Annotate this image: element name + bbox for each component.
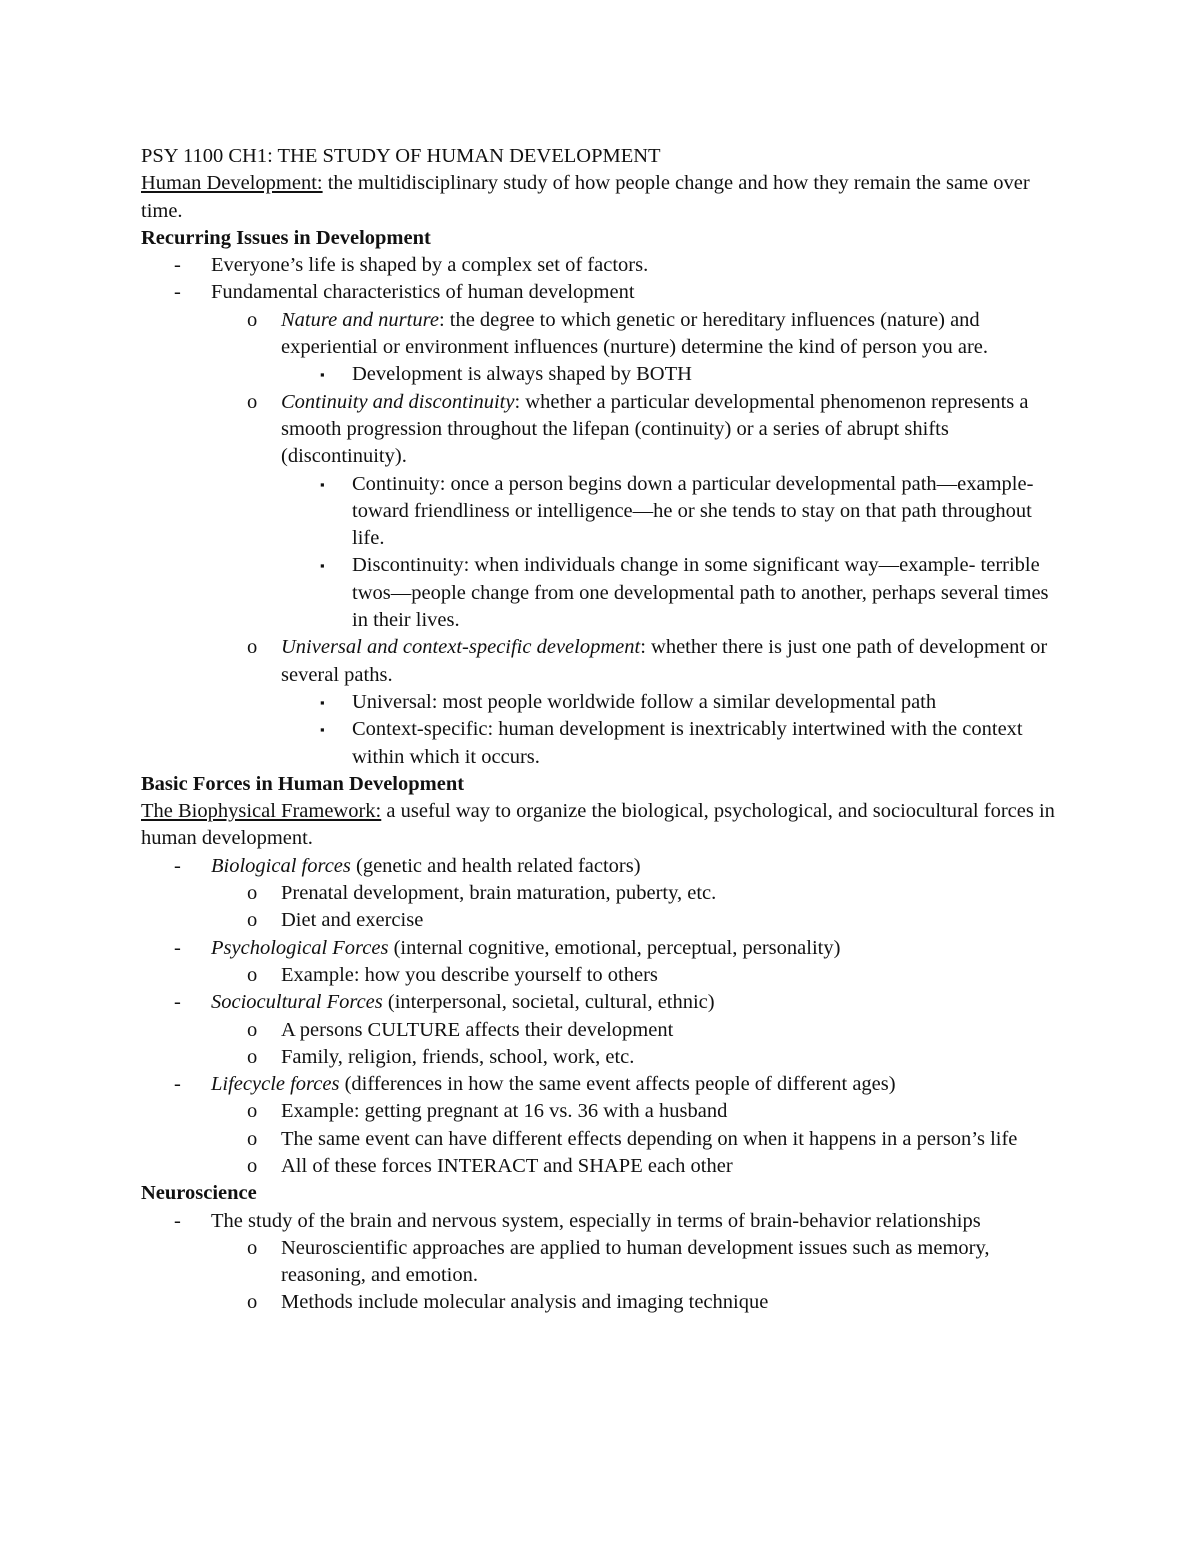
list-item-text: Context-specific: human development is inextricably intertwined with the context within which it occurs. <box>352 718 1023 768</box>
intro-term: Human Development: <box>141 172 323 195</box>
list-item-level-2 <box>141 1289 1061 1316</box>
list-item-level-3 <box>141 689 1061 716</box>
section-intro-text: a useful way to organize the biological, psychological, and sociocultural forces in human development. <box>141 800 1055 850</box>
list-item-text: : whether there is just one path of development or several paths. <box>281 636 1048 686</box>
bullet-marker: o <box>247 308 258 331</box>
list-item-text: : whether a particular developmental phenomenon represents a smooth progression throughout the lifepan (continuity) or a series of abrupt shifts (discontinuity). <box>281 390 1029 468</box>
list-item-level-3 <box>141 552 1061 634</box>
bullet-marker: - <box>174 254 181 277</box>
document-title: PSY 1100 CH1: THE STUDY OF HUMAN DEVELOPMENT <box>141 145 661 167</box>
list-item-text: Fundamental characteristics of human development <box>211 281 635 304</box>
bullet-marker: o <box>247 1045 258 1068</box>
section-heading: Recurring Issues in Development <box>141 226 431 249</box>
list-item-level-2 <box>141 1098 1061 1125</box>
list-item-text: All of these forces INTERACT and SHAPE each other <box>281 1154 733 1177</box>
list-item-text: Neuroscientific approaches are applied to human development issues such as memory, reasoning, and emotion. <box>281 1236 990 1287</box>
list-item-text: Everyone’s life is shaped by a complex set of factors. <box>211 254 649 277</box>
bullet-marker: o <box>247 1100 258 1123</box>
list-item-level-2 <box>141 907 1061 934</box>
bullet-marker: o <box>247 1291 258 1314</box>
list-item-level-2 <box>141 1153 1061 1180</box>
list-item-term: Nature and nurture <box>281 308 439 331</box>
list-item-text: (internal cognitive, emotional, perceptual, personality) <box>388 936 841 959</box>
bullet-marker: - <box>174 1209 181 1232</box>
list-item-text: Example: getting pregnant at 16 vs. 36 with a husband <box>281 1100 728 1123</box>
list-item-level-2 <box>141 389 1061 471</box>
bullet-marker: ▪ <box>320 694 325 710</box>
bullet-marker: o <box>247 1018 258 1041</box>
bullet-marker: - <box>174 936 181 959</box>
bullet-marker: - <box>174 991 181 1014</box>
list-item-term: Psychological Forces <box>211 936 389 959</box>
list-item-level-1 <box>141 252 1061 279</box>
bullet-marker: o <box>247 882 258 905</box>
list-item-level-2 <box>141 880 1061 907</box>
list-item-text: Example: how you describe yourself to others <box>281 963 658 986</box>
list-item-level-2 <box>141 1044 1061 1071</box>
bullet-marker: o <box>247 1236 258 1259</box>
bullet-marker: - <box>174 854 181 877</box>
list-item-level-1 <box>141 853 1061 880</box>
list-item-text: Continuity: once a person begins down a particular developmental path—example- toward friendliness or intelligence—he or she tends to stay on that path throughout life. <box>352 472 1034 550</box>
list-item-text: Family, religion, friends, school, work, etc. <box>281 1045 635 1068</box>
list-item-text: The study of the brain and nervous system, especially in terms of brain-behavior relationships <box>211 1209 981 1232</box>
list-item-text: A persons CULTURE affects their development <box>281 1018 674 1041</box>
list-item-text: (interpersonal, societal, cultural, ethnic) <box>382 991 715 1014</box>
list-item-level-2 <box>141 1126 1061 1153</box>
list-item-term: Lifecycle forces <box>211 1073 340 1096</box>
bullet-marker: ▪ <box>320 476 325 492</box>
list-item-text: Prenatal development, brain maturation, puberty, etc. <box>281 882 717 905</box>
sections-container <box>141 225 1061 1317</box>
document-page <box>141 143 1061 1317</box>
section-intro-term: The Biophysical Framework: <box>141 800 382 823</box>
list-item-level-3 <box>141 716 1061 771</box>
list-item-term: Continuity and discontinuity <box>281 390 515 413</box>
bullet-marker: o <box>247 390 258 413</box>
bullet-marker: ▪ <box>320 722 325 738</box>
section-heading: Neuroscience <box>141 1182 257 1205</box>
list-item-level-2 <box>141 962 1061 989</box>
bullet-marker: ▪ <box>320 558 325 574</box>
list-item-term: Biological forces <box>211 854 351 877</box>
bullet-marker: - <box>174 281 181 304</box>
list-item-level-1 <box>141 279 1061 306</box>
bullet-marker: ▪ <box>320 367 325 383</box>
section-intro <box>141 798 1061 853</box>
list-item-text: Discontinuity: when individuals change in some significant way—example- terrible twos—people change from one developmental path to another, perhaps several times in their lives. <box>352 554 1049 632</box>
list-item-text: Diet and exercise <box>281 909 424 932</box>
list-item-level-2 <box>141 1235 1061 1290</box>
bullet-marker: o <box>247 636 258 659</box>
bullet-marker: o <box>247 909 258 932</box>
list-item-text: Development is always shaped by BOTH <box>352 363 692 386</box>
bullet-marker: o <box>247 1127 258 1150</box>
intro-definition-text: the multidisciplinary study of how people change and how they remain the same over time. <box>141 172 1030 222</box>
list-item-text: The same event can have different effects depending on when it happens in a person’s life <box>281 1127 1018 1150</box>
list-item-level-3 <box>141 361 1061 388</box>
list-item-level-1 <box>141 1208 1061 1235</box>
bullet-marker: - <box>174 1073 181 1096</box>
list-item-level-1 <box>141 989 1061 1016</box>
list-item-level-1 <box>141 1071 1061 1098</box>
section-heading: Basic Forces in Human Development <box>141 772 465 795</box>
list-item-level-2 <box>141 1017 1061 1044</box>
list-item-text: Methods include molecular analysis and imaging technique <box>281 1291 769 1314</box>
intro-definition <box>141 170 1061 225</box>
list-item-level-3 <box>141 471 1061 553</box>
list-item-text: Universal: most people worldwide follow a similar developmental path <box>352 690 937 713</box>
list-item-term: Sociocultural Forces <box>211 991 383 1014</box>
list-item-text: : the degree to which genetic or hereditary influences (nature) and experiential or environment influences (nurture) determine the kind of person you are. <box>281 308 988 359</box>
bullet-marker: o <box>247 1154 258 1177</box>
list-item-term: Universal and context-specific development <box>281 636 641 659</box>
list-item-level-1 <box>141 935 1061 962</box>
list-item-level-2 <box>141 307 1061 362</box>
list-item-level-2 <box>141 634 1061 689</box>
list-item-text: (genetic and health related factors) <box>350 854 641 877</box>
bullet-marker: o <box>247 963 258 986</box>
list-item-text: (differences in how the same event affects people of different ages) <box>339 1073 896 1096</box>
